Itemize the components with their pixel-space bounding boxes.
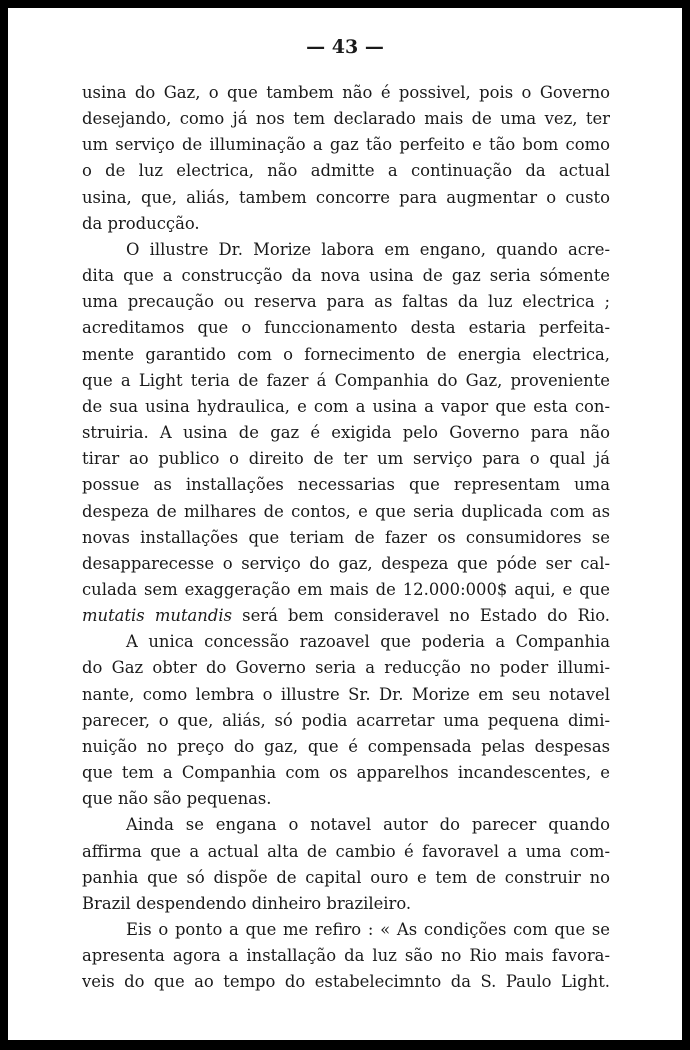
text-line: O illustre Dr. Morize labora em engano, quando acre- <box>126 239 610 259</box>
text-line: veis do que ao tempo do estabelecimnto da S. Paulo Light. <box>82 972 610 992</box>
text-line: struiria. A usina de gaz é exigida pelo Governo para não <box>82 423 610 443</box>
book-page <box>8 8 682 1040</box>
text-line: parecer, o que, aliás, só podia acarretar uma pequena dimi- <box>82 710 610 730</box>
paragraph-5 <box>82 917 610 995</box>
paragraph-4 <box>82 812 610 917</box>
text-line: de sua usina hydraulica, e com a usina a vapor que esta con- <box>82 396 610 416</box>
paragraph-3 <box>82 629 610 812</box>
text-line: que tem a Companhia com os apparelhos incandescentes, e <box>82 763 610 783</box>
text-line: possue as installações necessarias que representam uma <box>82 475 610 495</box>
text-line: uma precaução ou reserva para as faltas da luz electrica ; <box>82 292 610 312</box>
text-line: desejando, como já nos tem declarado mais de uma vez, ter <box>82 109 610 129</box>
text-line: nante, como lembra o illustre Sr. Dr. Morize em seu notavel <box>82 684 610 704</box>
italic-phrase: mutatis mutandis <box>82 606 233 626</box>
text-line: que não são pequenas. <box>82 789 272 809</box>
text-line: usina do Gaz, o que tambem não é possivel, pois o Governo <box>82 83 610 102</box>
paragraph-1 <box>82 80 610 237</box>
text-line: que a Light teria de fazer á Companhia do Gaz, proveniente <box>82 370 610 390</box>
text-line: affirma que a actual alta de cambio é favoravel a uma com- <box>82 841 610 861</box>
text-line: desapparecesse o serviço do gaz, despeza que póde ser cal- <box>82 553 610 573</box>
text-line: do Gaz obter do Governo seria a reducção no poder illumi- <box>82 658 610 678</box>
text-line: Eis o ponto a que me refiro : « As condições com que se <box>126 920 610 939</box>
text-line: panhia que só dispõe de capital ouro e tem de construir no <box>82 867 610 887</box>
text-line: acreditamos que o funccionamento desta estaria perfeita- <box>82 318 610 338</box>
text-line: tirar ao publico o direito de ter um serviço para o qual já <box>82 449 610 469</box>
text-line: despeza de milhares de contos, e que seria duplicada com as <box>82 501 610 521</box>
text-line: mente garantido com o fornecimento de energia electrica, <box>82 344 610 364</box>
page-number: — 43 — <box>306 36 384 58</box>
text-line: A unica concessão razoavel que poderia a Companhia <box>126 632 610 652</box>
text-line: da producção. <box>82 213 200 233</box>
text-line: dita que a construcção da nova usina de gaz seria sómente <box>82 266 610 286</box>
text-line: apresenta agora a installação da luz são no Rio mais favora- <box>82 946 610 966</box>
text-line: culada sem exaggeração em mais de 12.000:000$ aqui, e que <box>82 579 610 599</box>
text-line: novas installações que teriam de fazer os consumidores se <box>82 527 610 547</box>
text-line: um serviço de illuminação a gaz tão perfeito e tão bom como <box>82 135 610 155</box>
text-line: usina, que, aliás, tambem concorre para augmentar o custo <box>82 187 610 207</box>
text-line-italic-phrase: mutatis mutandis será bem consideravel no Estado do Rio. <box>82 606 610 626</box>
paragraph-2 <box>82 237 610 629</box>
text-line: Brazil despendendo dinheiro brazileiro. <box>82 893 412 913</box>
text-line: nuição no preço do gaz, que é compensada pelas despesas <box>82 736 610 756</box>
text-line: o de luz electrica, não admitte a continuação da actual <box>82 161 610 181</box>
body-text <box>82 80 610 995</box>
text-line: Ainda se engana o notavel autor do parecer quando <box>126 815 610 835</box>
